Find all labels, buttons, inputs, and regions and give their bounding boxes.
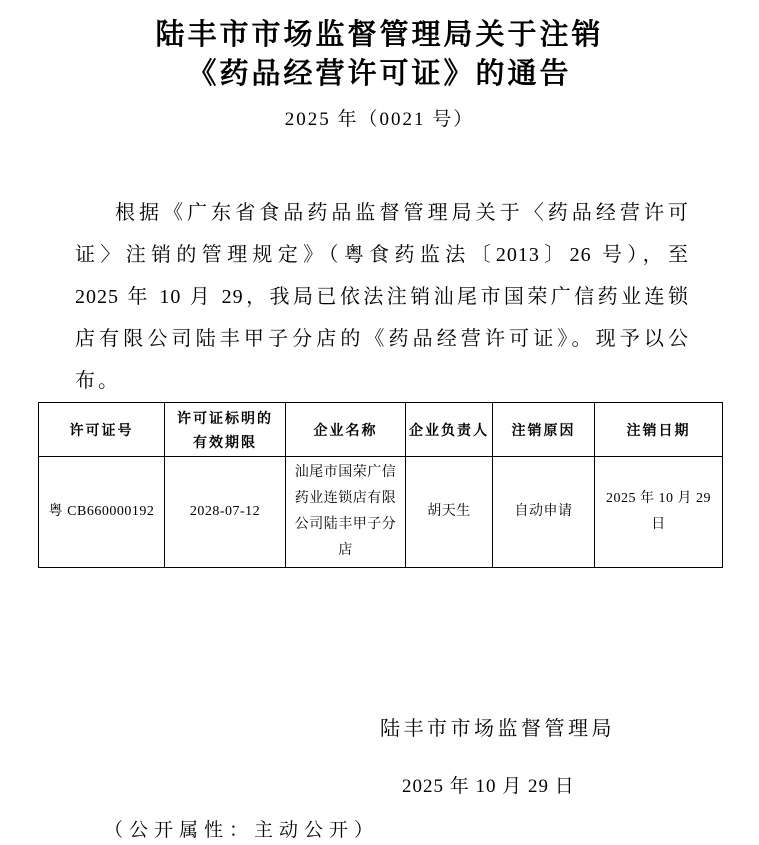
- table-row: [39, 457, 723, 568]
- cell-person-in-charge: 胡天生: [406, 457, 493, 568]
- header-license-no: 许可证号: [39, 403, 165, 457]
- table-header-row: [39, 403, 723, 457]
- header-cancel-date: 注销日期: [595, 403, 723, 457]
- cell-validity: 2028-07-12: [165, 457, 286, 568]
- signature-date: 2025 年 10 月 29 日: [402, 776, 575, 797]
- cell-company-name: 汕尾市国荣广信药业连锁店有限公司陆丰甲子分店: [286, 457, 406, 568]
- body-line: 布。: [75, 370, 121, 392]
- cell-cancel-date: 2025 年 10 月 29 日: [595, 457, 723, 568]
- title-line-2: 《药品经营许可证》的通告: [187, 58, 572, 90]
- body-paragraph: [75, 192, 689, 402]
- license-cancellation-table: [38, 402, 723, 568]
- document-number: 2025 年（0021 号）: [284, 109, 475, 130]
- cell-license-no: 粤 CB660000192: [39, 457, 165, 568]
- header-company-name: 企业名称: [286, 403, 406, 457]
- body-line: 证〉注销的管理规定》（粤食药监法〔2013〕26 号），至: [75, 244, 689, 266]
- disclosure-attribute-note: （公开属性：主动公开）: [104, 820, 380, 841]
- header-person-in-charge: 企业负责人: [406, 403, 493, 457]
- header-validity: 许可证标明的有效期限: [165, 403, 286, 457]
- header-cancel-reason: 注销原因: [493, 403, 595, 457]
- body-line: 根据《广东省食品药品监督管理局关于〈药品经营许可: [115, 202, 689, 224]
- cell-cancel-reason: 自动申请: [493, 457, 595, 568]
- body-line: 店有限公司陆丰甲子分店的《药品经营许可证》。现予以公: [75, 328, 689, 350]
- issuing-authority-signature: 陆丰市市场监督管理局: [380, 718, 615, 740]
- document-title: [0, 0, 759, 94]
- body-line: 2025 年 10 月 29，我局已依法注销汕尾市国荣广信药业连锁: [75, 286, 689, 308]
- title-line-1: 陆丰市市场监督管理局关于注销: [155, 19, 604, 51]
